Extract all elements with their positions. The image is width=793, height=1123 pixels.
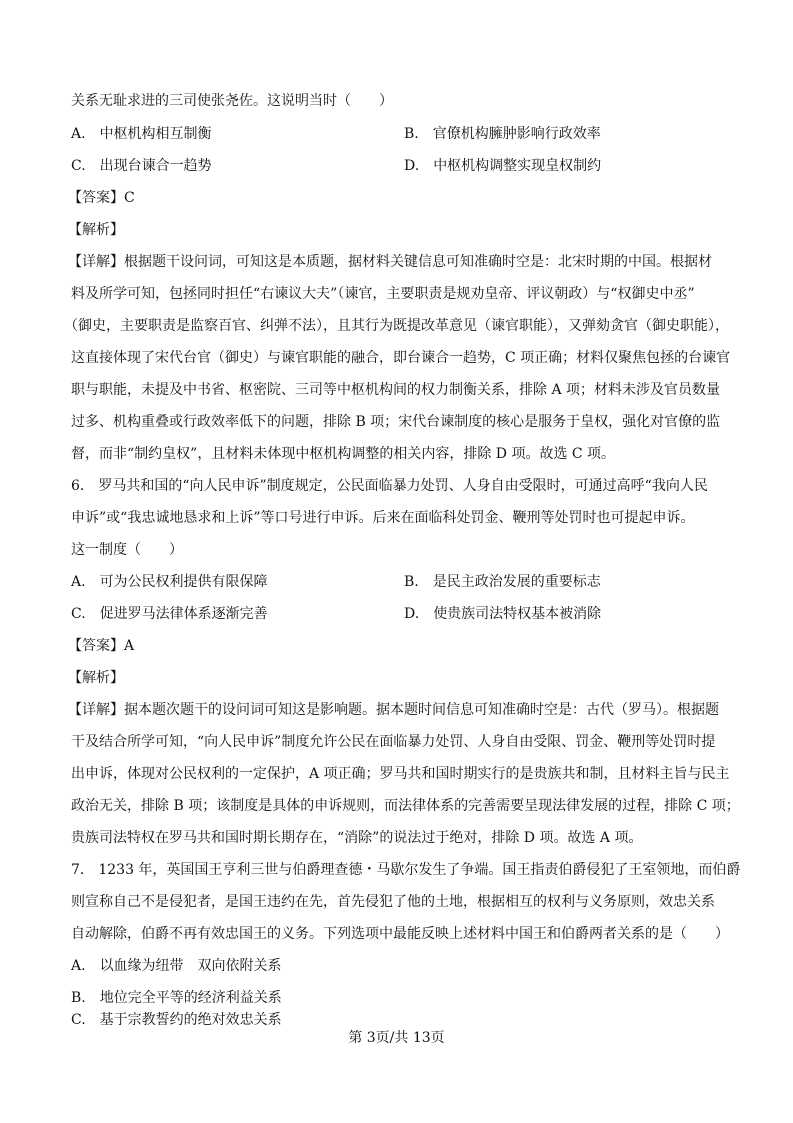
detail-line: 过多、机构重叠或行政效率低下的问题，排除 B 项；宋代台谏制度的核心是服务于皇权，强化对官僚的监 <box>71 414 721 430</box>
question-stem: 7. 1233 年，英国国王亨利三世与伯爵理查德・马歇尔发生了争端。国王指责伯爵侵犯了王室领地，而伯爵 <box>71 862 741 878</box>
page-footer: 第 3页/共 13页 <box>348 1030 445 1046</box>
option-d <box>404 604 601 624</box>
option-label: C. <box>71 1012 86 1028</box>
detail-line: 【详解】据本题次题干的设问词可知这是影响题。据本题时间信息可知准确时空是：古代（罗马）。根据题 <box>68 702 719 718</box>
option-text: 中枢机构调整实现皇权制约 <box>433 158 602 174</box>
option-c <box>71 1010 282 1030</box>
option-a <box>71 572 268 592</box>
option-text: 促进罗马法律体系逐渐完善 <box>99 606 268 622</box>
question-stem: 6. 罗马共和国的“向人民申诉”制度规定，公民面临暴力处罚、人身自由受限时，可通过高呼“我向人民 <box>71 478 708 494</box>
question-stem: 则宣称自己不是侵犯者，是国王违约在先，首先侵犯了他的土地，根据相互的权利与义务原则，效忠关系 <box>71 894 715 910</box>
option-label: B. <box>71 990 86 1006</box>
option-a <box>71 956 282 976</box>
option-label: A. <box>71 958 86 974</box>
analysis-heading: 【解析】 <box>68 222 124 238</box>
detail-line: 干及结合所学可知，“向人民申诉”制度允许公民在面临暴力处罚、人身自由受限、罚金、鞭刑等处罚时提 <box>71 734 716 750</box>
question-stem: 申诉”或“我忠诚地恳求和上诉”等口号进行申诉。后来在面临科处罚金、鞭刑等处罚时也可提起申诉。 <box>71 510 695 526</box>
detail-line: 【详解】根据题干设问词，可知这是本质题，据材料关键信息可知准确时空是：北宋时期的中国。根据材 <box>68 254 712 270</box>
option-text: 地位完全平等的经济利益关系 <box>99 990 282 1006</box>
detail-line: 职与职能，未提及中书省、枢密院、三司等中枢机构间的权力制衡关系，排除 A 项；材料未涉及官员数量 <box>71 382 721 398</box>
option-b <box>71 988 282 1008</box>
option-text: 出现台谏合一趋势 <box>99 158 212 174</box>
option-a <box>71 124 212 144</box>
option-label: B. <box>404 574 419 590</box>
detail-line: 出申诉，体现对公民权利的一定保护，A 项正确；罗马共和国时期实行的是贵族共和制，且材料主旨与民主 <box>71 766 730 782</box>
option-d <box>404 156 601 176</box>
question-stem-continuation: 关系无耻求进的三司使张尧佐。这说明当时（ ） <box>71 93 393 109</box>
option-label: A. <box>71 126 86 142</box>
option-text: 以血缘为纽带 双向依附关系 <box>99 958 282 974</box>
detail-line: 督，而非“制约皇权”，且材料未体现中枢机构调整的相关内容，排除 D 项。故选 C 项。 <box>71 446 616 462</box>
option-b <box>404 572 601 592</box>
option-text: 基于宗教誓约的绝对效忠关系 <box>99 1012 282 1028</box>
option-label: A. <box>71 574 86 590</box>
option-label: C. <box>71 158 86 174</box>
option-c <box>71 156 212 176</box>
option-text: 官僚机构臃肿影响行政效率 <box>432 126 601 142</box>
option-text: 中枢机构相互制衡 <box>99 126 212 142</box>
detail-line: 政治无关，排除 B 项；该制度是具体的申诉规则，而法律体系的完善需要呈现法律发展的过程，排除 C 项； <box>71 798 740 814</box>
option-label: D. <box>404 158 420 174</box>
option-text: 可为公民权利提供有限保障 <box>99 574 268 590</box>
option-label: C. <box>71 606 86 622</box>
detail-line: 料及所学可知，包拯同时担任“右谏议大夫”（谏官，主要职责是规劝皇帝、评议朝政）与“权御史中丞” <box>71 286 695 302</box>
detail-line: 这直接体现了宋代台官（御史）与谏官职能的融合，即台谏合一趋势，C 项正确；材料仅聚焦包拯的台谏官 <box>71 350 731 366</box>
option-text: 使贵族司法特权基本被消除 <box>433 606 602 622</box>
detail-line: 贵族司法特权在罗马共和国时期长期存在，“消除”的说法过于绝对，排除 D 项。故选 A 项。 <box>71 830 643 846</box>
option-b <box>404 124 601 144</box>
question-stem: 自动解除，伯爵不再有效忠国王的义务。下列选项中最能反映上述材料中国王和伯爵两者关系的是（ ） <box>71 926 729 942</box>
option-label: B. <box>404 126 419 142</box>
option-text: 是民主政治发展的重要标志 <box>432 574 601 590</box>
detail-line: （御史，主要职责是监察百官、纠弹不法），且其行为既提改革意见（谏官职能），又弹劾贪官（御史职能）， <box>64 318 729 334</box>
option-label: D. <box>404 606 420 622</box>
question-stem: 这一制度（ ） <box>71 542 183 558</box>
option-c <box>71 604 268 624</box>
analysis-heading: 【解析】 <box>68 670 124 686</box>
answer-line: 【答案】C <box>68 190 135 206</box>
answer-line: 【答案】A <box>68 638 135 654</box>
